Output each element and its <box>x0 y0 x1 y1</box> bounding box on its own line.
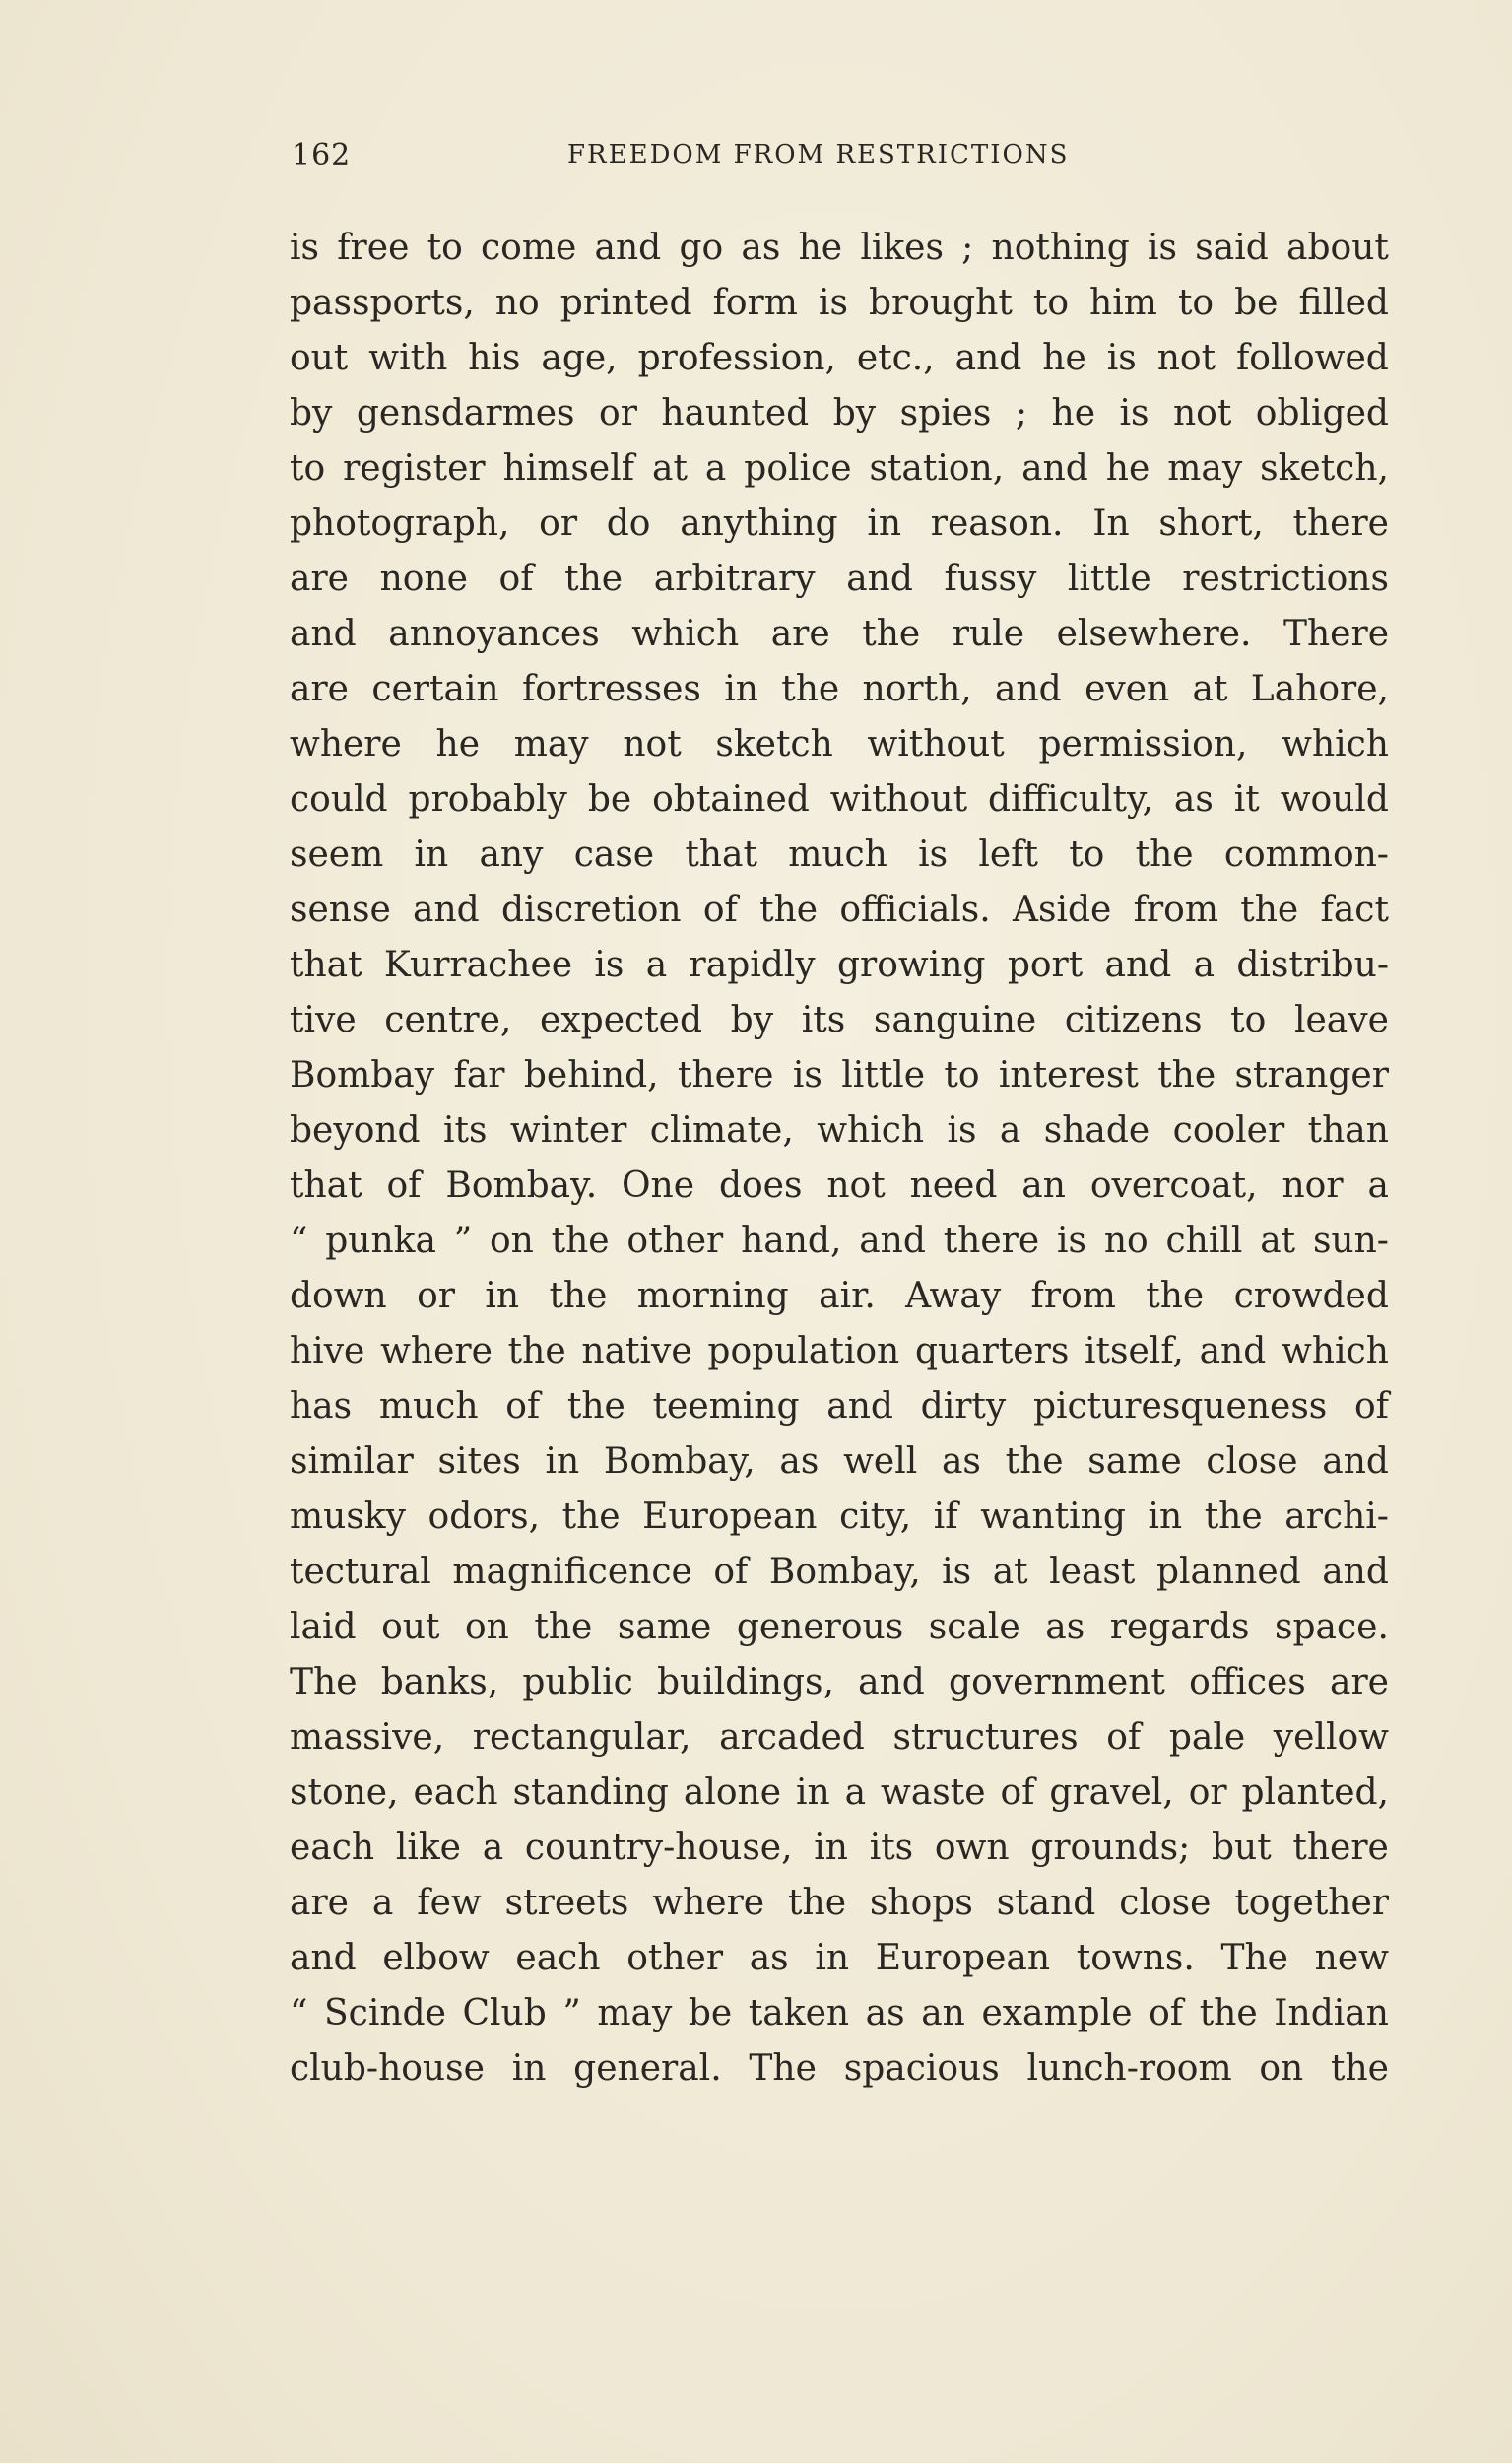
text-line: massive, rectangular, arcaded structures of pale yellow <box>290 1717 1389 1758</box>
text-line: that Kurrachee is a rapidly growing port and a distribu- <box>290 945 1389 985</box>
text-line: are certain fortresses in the north, and even at Lahore, <box>290 669 1389 709</box>
page-header <box>292 134 1114 173</box>
text-line: passports, no printed form is brought to him to be filled <box>290 283 1389 323</box>
text-line: similar sites in Bombay, as well as the same close and <box>290 1441 1389 1482</box>
text-line: to register himself at a police station, and he may sketch, <box>290 448 1389 489</box>
text-line: out with his age, profession, etc., and he is not followed <box>290 338 1389 378</box>
text-line: and annoyances which are the rule elsewhere. There <box>290 614 1389 654</box>
text-line: are none of the arbitrary and fussy little restrictions <box>290 559 1389 599</box>
text-line: tive centre, expected by its sanguine citizens to leave <box>290 1000 1389 1040</box>
text-line: sense and discretion of the officials. Aside from the fact <box>290 890 1389 930</box>
body-text <box>290 221 1389 2097</box>
text-line: “ punka ” on the other hand, and there is no chill at sun- <box>290 1221 1389 1261</box>
text-line: laid out on the same generous scale as regards space. <box>290 1607 1389 1647</box>
text-line: Bombay far behind, there is little to interest the stranger <box>290 1055 1389 1096</box>
text-line: “ Scinde Club ” may be taken as an example of the Indian <box>290 1993 1389 2033</box>
text-line: The banks, public buildings, and government offices are <box>290 1662 1389 1702</box>
text-line: photograph, or do anything in reason. In short, there <box>290 503 1389 544</box>
text-line: club-house in general. The spacious lunch-room on the <box>290 2048 1389 2089</box>
page-number: 162 <box>292 138 352 172</box>
text-line: beyond its winter climate, which is a shade cooler than <box>290 1110 1389 1151</box>
text-line: has much of the teeming and dirty picturesqueness of <box>290 1386 1389 1427</box>
text-line: by gensdarmes or haunted by spies ; he is not obliged <box>290 393 1389 433</box>
text-line: tectural magnificence of Bombay, is at least planned and <box>290 1552 1389 1592</box>
text-line: is free to come and go as he likes ; nothing is said about <box>290 228 1389 268</box>
text-line: each like a country-house, in its own grounds; but there <box>290 1828 1389 1868</box>
running-head: FREEDOM FROM RESTRICTIONS <box>567 140 1070 169</box>
text-line: where he may not sketch without permission, which <box>290 724 1389 765</box>
text-line: seem in any case that much is left to the common- <box>290 834 1389 875</box>
text-line: are a few streets where the shops stand close together <box>290 1883 1389 1923</box>
text-line: stone, each standing alone in a waste of gravel, or planted, <box>290 1772 1389 1813</box>
text-line: and elbow each other as in European towns. The new <box>290 1938 1389 1978</box>
text-line: hive where the native population quarters itself, and which <box>290 1331 1389 1371</box>
text-line: down or in the morning air. Away from the crowded <box>290 1276 1389 1316</box>
text-line: musky odors, the European city, if wanting in the archi- <box>290 1497 1389 1537</box>
text-line: that of Bombay. One does not need an overcoat, nor a <box>290 1165 1389 1206</box>
text-line: could probably be obtained without difficulty, as it would <box>290 779 1389 820</box>
